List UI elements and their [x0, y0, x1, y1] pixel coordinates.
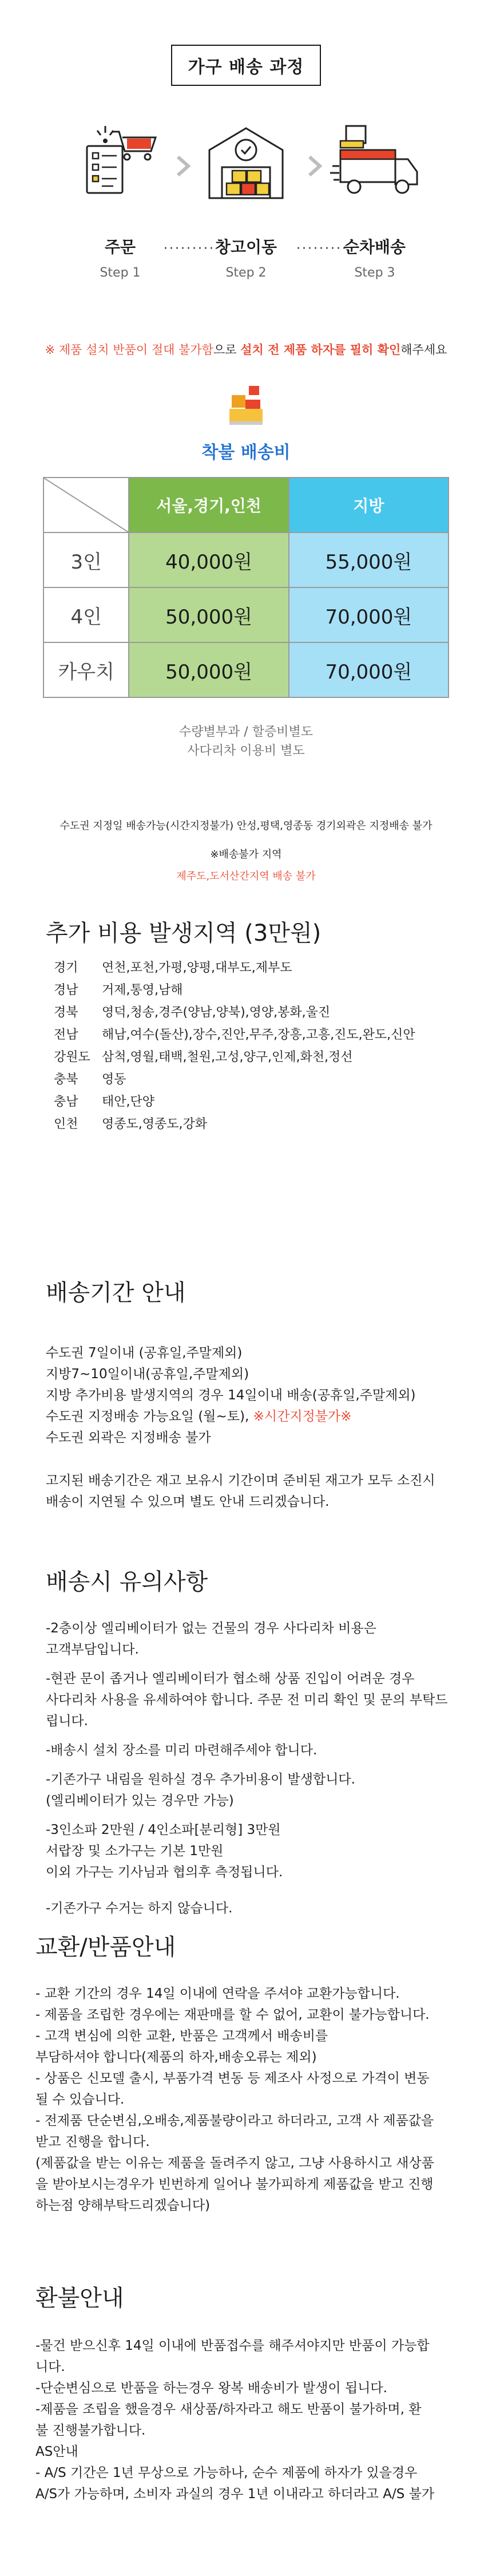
delivery-steps	[0, 115, 492, 286]
fee-note-2: 사다리차 이용비 별도	[187, 744, 305, 758]
text-line: 하는점 양해부탁드리겠습니다)	[35, 2198, 211, 2213]
step-name: 창고이동	[215, 238, 277, 257]
warning-prefix: ※ 제품 설치 반품이 절대 불가함	[45, 343, 213, 357]
local-price: 70,000원	[289, 642, 449, 697]
exchange-heading: 교환/반품안내	[35, 1934, 176, 1960]
text-line: - 상품은 신모델 출시, 부품가격 변동 등 제조사 사정으로 가격이 변동	[35, 2071, 430, 2086]
fee-note-1: 수량별부과 / 할증비별도	[179, 725, 313, 739]
region-value: 영종도,영종도,강화	[102, 1117, 208, 1131]
boxes-icon	[226, 382, 266, 428]
step-connector-dots: ·········	[164, 242, 215, 256]
caution-body	[46, 1618, 458, 1919]
caution-line: -2층이상 엘리베이터가 없는 건물의 경우 사다리차 비용은	[46, 1621, 376, 1636]
period-line: 수도권 외곽은 지정배송 불가	[46, 1430, 211, 1445]
text-line: -물건 받으신후 14일 이내에 반품접수를 해주셔야지만 반품이 가능합	[35, 2338, 430, 2353]
text-line: -제품을 조립을 했을경우 새상품/하자라고 해도 반품이 불가하며, 환	[35, 2402, 422, 2417]
diagonal-line	[44, 478, 130, 533]
list-item	[46, 1024, 458, 1046]
caution-line: -현관 문이 좁거나 엘리베이터가 협소해 상품 진입이 어려운 경우	[46, 1671, 415, 1686]
step-sub: Step 2	[225, 266, 267, 280]
row-label: 카우치	[43, 642, 129, 697]
text-line: 불 진행불가합니다.	[35, 2423, 146, 2438]
text-line: 될 수 있습니다.	[35, 2092, 125, 2107]
warning-mid: 으로	[213, 343, 241, 357]
local-price: 55,000원	[289, 532, 449, 587]
period-line: 고지된 배송기간은 재고 보유시 기간이며 준비된 재고가 모두 소진시	[46, 1473, 435, 1488]
fee-table	[43, 477, 449, 698]
region-list	[46, 957, 458, 1135]
period-heading: 배송기간 안내	[46, 1280, 186, 1306]
list-item	[46, 1046, 458, 1068]
list-item	[46, 979, 458, 1001]
caution-line: -기존가구 수거는 하지 않습니다.	[46, 1901, 233, 1916]
step-sub: Step 3	[354, 266, 395, 280]
text-line: - 제품을 조립한 경우에는 재판매를 할 수 없어, 교환이 불가능합니다.	[35, 2007, 430, 2022]
refund-heading: 환불안내	[35, 2285, 124, 2311]
caution-section	[46, 1564, 458, 1919]
exchange-section	[35, 1929, 470, 2216]
table-corner	[43, 478, 129, 532]
warehouse-box-icon	[200, 115, 292, 206]
refund-body	[35, 2336, 482, 2505]
region-value: 영덕,청송,경주(양남,양북),영양,봉화,울진	[102, 1005, 331, 1020]
row-label: 3인	[43, 532, 129, 587]
metro-price: 50,000원	[129, 587, 288, 642]
warning-suffix: 해주세요	[400, 343, 447, 357]
text-line: 을 받아보시는경우가 빈번하게 일어나 불가피하게 제품값을 받고 진행	[35, 2177, 434, 2192]
period-line: 배송이 지연될 수 있으며 별도 안내 드리겠습니다.	[46, 1494, 330, 1509]
caution-line: -3인소파 2만원 / 4인소파[분리형] 3만원	[46, 1822, 281, 1837]
text-line: - 교환 기간의 경우 14일 이내에 연락을 주셔야 교환가능합니다.	[35, 1986, 400, 2001]
table-row	[43, 587, 449, 642]
period-line: 수도권 7일이내 (공휴일,주말제외)	[46, 1346, 243, 1360]
region-value: 영동	[102, 1072, 126, 1087]
install-warning	[0, 341, 492, 358]
text-line: (제품값을 받는 이유는 제품을 돌려주지 않고, 그냥 사용하시고 새상품	[35, 2156, 434, 2171]
table-row	[43, 532, 449, 587]
fee-header-row	[43, 478, 449, 532]
region-key: 충남	[54, 1095, 78, 1109]
period-section	[46, 1275, 458, 1513]
warning-strong: 설치 전 제품 하자를 필히 확인	[240, 343, 401, 357]
region-key: 강원도	[54, 1050, 90, 1064]
step-order	[63, 115, 177, 280]
region-key: 충북	[54, 1072, 78, 1087]
zone-label: ※배송불가 지역	[210, 849, 282, 861]
zone-info: 수도권 지정일 배송가능(시간지정불가) 안성,평택,영종동 경기외곽은 지정배송 불가	[59, 820, 433, 832]
refund-section	[35, 2280, 482, 2505]
region-value: 태안,단양	[102, 1095, 155, 1109]
period-line-a: 수도권 지정배송 가능요일 (월~토),	[46, 1409, 253, 1424]
step-sub: Step 1	[100, 266, 141, 280]
caution-line: 이외 가구는 기사님과 협의후 측정됩니다.	[46, 1865, 283, 1880]
caution-line: 고객부담입니다.	[46, 1642, 139, 1657]
surcharge-heading: 추가 비용 발생지역 (3만원)	[46, 920, 322, 946]
caution-line: 사다리차 사용을 유세하여야 합니다. 주문 전 미리 확인 및 문의 부탁드립니다.	[46, 1693, 448, 1729]
region-value: 연천,포천,가평,양평,대부도,제부도	[102, 961, 292, 975]
period-line: 지방 추가비용 발생지역의 경우 14일이내 배송(공휴일,주말제외)	[46, 1388, 416, 1403]
list-item	[46, 1113, 458, 1135]
region-key: 경남	[54, 983, 78, 997]
metro-price: 40,000원	[129, 532, 288, 587]
text-line: - 고객 변심에 의한 교환, 반품은 고객께서 배송비를	[35, 2029, 328, 2044]
region-key: 경북	[54, 1005, 78, 1020]
text-line: -단순변심으로 반품을 하는경우 왕복 배송비가 발생이 됩니다.	[35, 2381, 387, 2396]
local-price: 70,000원	[289, 587, 449, 642]
list-item	[46, 1091, 458, 1113]
caution-line: -기존가구 내림을 원하실 경우 추가비용이 발생합니다.	[46, 1772, 355, 1787]
region-key: 경기	[54, 961, 78, 975]
list-item	[46, 957, 458, 979]
step-name: 순차배송	[343, 238, 406, 257]
order-cart-icon	[74, 115, 166, 206]
title-wrap	[0, 45, 492, 86]
text-line: 받고 진행을 합니다.	[35, 2135, 150, 2149]
text-line: AS안내	[35, 2444, 78, 2459]
step-connector-dots: ·········	[296, 242, 348, 256]
row-label: 4인	[43, 587, 129, 642]
period-body	[46, 1343, 458, 1513]
page-title: 가구 배송 과정	[171, 45, 322, 86]
region-value: 거제,통영,남해	[102, 983, 183, 997]
zone-list: 제주도,도서산간지역 배송 불가	[176, 870, 316, 882]
text-line: - A/S 기간은 1년 무상으로 가능하나, 순수 제품에 하자가 있을경우	[35, 2465, 418, 2480]
list-item	[46, 1001, 458, 1024]
metro-price: 50,000원	[129, 642, 288, 697]
text-line: 부담하셔야 합니다(제품의 하자,배송오류는 제외)	[35, 2050, 317, 2065]
table-row	[43, 642, 449, 697]
text-line: A/S가 가능하며, 소비자 과실의 경우 1년 이내라고 하더라고 A/S 불가	[35, 2487, 435, 2502]
header-local: 지방	[289, 478, 449, 532]
caution-line: (엘리베이터가 있는 경우만 가능)	[46, 1793, 234, 1808]
region-value: 해남,여수(돌산),장수,진안,무주,장흥,고흥,진도,완도,신안	[102, 1028, 415, 1042]
period-line: 지방7~10일이내(공휴일,주말제외)	[46, 1367, 249, 1382]
caution-line: -배송시 설치 장소를 미리 마련해주세야 합니다.	[46, 1743, 318, 1758]
region-value: 삼척,영월,태백,철원,고성,양구,인제,화천,정선	[102, 1050, 353, 1064]
surcharge-section	[46, 915, 458, 1135]
list-item	[46, 1068, 458, 1091]
caution-heading: 배송시 유의사항	[46, 1569, 208, 1595]
region-key: 전남	[54, 1028, 78, 1042]
period-line	[46, 1406, 458, 1427]
region-key: 인천	[54, 1117, 78, 1131]
header-metro: 서울,경기,인천	[129, 478, 288, 532]
step-name: 주문	[104, 238, 136, 257]
text-line: - 전제품 단순변심,오배송,제품불량이라고 하더라고, 고객 사 제품값을	[35, 2113, 434, 2128]
text-line: 니다.	[35, 2360, 65, 2374]
exchange-body	[35, 1983, 470, 2216]
no-time-designation: ※시간지정불가※	[253, 1409, 352, 1424]
delivery-truck-icon	[329, 115, 420, 206]
caution-line: 서랍장 및 소가구는 기본 1만원	[46, 1844, 224, 1859]
fee-title: 착불 배송비	[201, 443, 291, 463]
